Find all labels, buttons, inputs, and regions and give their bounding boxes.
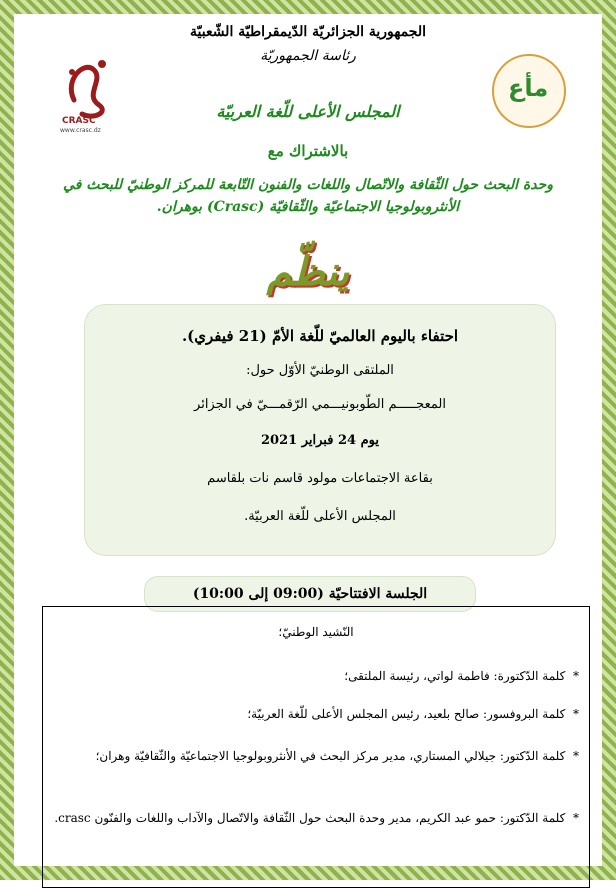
- event-info-box: [84, 304, 556, 556]
- list-item: * كلمة الدّكتور: حمو عبد الكريم، مدير وحدة البحث حول الثّقافة والاتّصال والآداب واللغات والفنّون crasc.: [54, 811, 579, 825]
- forum-label: الملتقى الوطنيّ الأوّل حول:: [246, 363, 394, 378]
- document-page: [14, 14, 602, 866]
- council-title: المجلس الأعلى للّغة العربيّة: [216, 102, 400, 121]
- presidency-title: رئاسة الجمهوريّة: [260, 48, 356, 64]
- celebration-title: احتفاء باليوم العالميّ للّغة الأمّ (21 فيفري).: [181, 327, 459, 345]
- crasc-url: www.crasc.dz: [60, 127, 101, 134]
- list-item: * كلمة الدّكتورة: فاطمة لواتي، رئيسة الملتقى؛: [344, 669, 579, 683]
- research-unit-line: وحدة البحث حول الثّقافة والاتّصال واللغات والفنون التّابعة للمركز الوطنيّ للبحث في الأنثروبولوجيا الاجتماعيّة والثّقافيّة (Crasc) بوهران.: [62, 177, 554, 215]
- forum-topic: المعجـــــم الطّوبونيـــمي الرّقمـــيّ في الجزائر: [194, 397, 446, 412]
- list-item: * كلمة الدّكتور: جيلالي المستاري، مدير مركز البحث في الأنثروبولوجيا الاجتماعيّة والثّقافيّة وهران؛: [95, 749, 579, 763]
- council-logo-glyph: مأع: [508, 74, 549, 102]
- crasc-logo-text: CRASC: [62, 116, 96, 126]
- republic-title: الجمهورية الجزائريّة الدّيمقراطيّة الشّعبيّة: [189, 24, 426, 40]
- event-host: المجلس الأعلى للّغة العربيّة.: [244, 509, 396, 524]
- partnership-line: بالاشتراك مع: [267, 142, 349, 160]
- event-date: يوم 24 فبراير 2021: [261, 433, 379, 448]
- list-item: * كلمة البروفسور: صالح بلعيد، رئيس المجلس الأعلى للّغة العربيّة؛: [247, 707, 579, 721]
- organizes-heading: ينظّم: [266, 248, 350, 295]
- national-anthem-item: النّشيد الوطنيّ؛: [278, 625, 354, 639]
- event-hall: بقاعة الاجتماعات مولود قاسم نات بلقاسم: [207, 471, 433, 486]
- program-list: [42, 606, 590, 888]
- opening-session-title: الجلسة الافتتاحيّة (09:00 إلى 10:00): [144, 576, 476, 612]
